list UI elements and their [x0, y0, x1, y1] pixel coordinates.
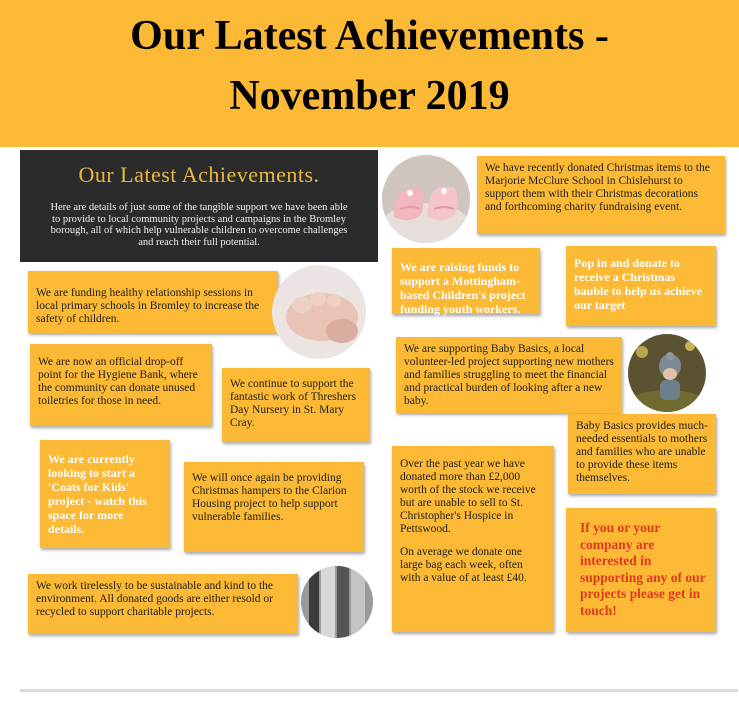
- coats-for-kids-text: We are currently looking to start a 'Coats for Kids' project - watch this space for more details.: [48, 452, 147, 536]
- header-banner: [0, 0, 739, 147]
- baby-basics-essentials-box: [568, 414, 716, 494]
- footer-divider: [20, 689, 738, 692]
- christmas-items-box: [477, 156, 725, 234]
- sustainability-box: [28, 574, 298, 634]
- baby-feet-illustration: [272, 265, 366, 359]
- page-title-line-2: November 2019: [229, 73, 510, 119]
- hygiene-bank-text: We are now an official drop-off point for the Hygiene Bank, where the community can donate unused toiletries for those in need.: [38, 356, 198, 407]
- booties-illustration: [382, 155, 470, 243]
- hygiene-bank-box: [30, 344, 212, 426]
- baby-basics-project-box: [396, 337, 622, 413]
- stock-donations-text-1: Over the past year we have donated more than £2,000 worth of the stock we receive but are unable to sell to St. Christopher's Hospice in Pettswood.: [400, 458, 536, 535]
- intro-panel: [20, 150, 378, 262]
- intro-title: Our Latest Achievements.: [78, 162, 320, 187]
- baby-basics-project-text: We are supporting Baby Basics, a local volunteer-led project supporting new mothers and families struggling to meet the financial and practical burden of looking after a new baby.: [404, 343, 614, 407]
- relationship-sessions-text: We are funding healthy relationship sessions in local primary schools in Bromley to increase the safety of children.: [36, 287, 260, 325]
- knitted-doll-illustration: [628, 334, 706, 412]
- baby-basics-essentials-text: Baby Basics provides much-needed essentials to mothers and families who are unable to provide these items themselves.: [576, 420, 708, 484]
- baby-booties-photo: [382, 155, 470, 243]
- threshers-nursery-text: We continue to support the fantastic work of Threshers Day Nursery in St. Mary Cray.: [230, 378, 356, 429]
- hanging-clothes-illustration: [301, 566, 373, 638]
- christmas-items-text: We have recently donated Christmas items to the Marjorie McClure School in Chislehurst to support them with their Christmas decorations and forthcoming charity fundraising event.: [485, 162, 710, 213]
- baby-feet-photo: [272, 265, 366, 359]
- christmas-bauble-box: [566, 246, 716, 326]
- raising-funds-text: We are raising funds to support a Mottingham-based Children's project funding youth workers.: [400, 260, 526, 316]
- stock-donations-box: [392, 446, 554, 632]
- christmas-hampers-box: [184, 462, 364, 552]
- christmas-bauble-text: Pop in and donate to receive a Christmas bauble to help us achieve our target: [574, 256, 703, 312]
- paragraph-spacer: [400, 536, 546, 546]
- coats-for-kids-box: [40, 440, 170, 548]
- raising-funds-box: [392, 248, 540, 314]
- stock-donations-text-2: On average we donate one large bag each week, often with a value of at least £40.: [400, 546, 527, 584]
- threshers-nursery-box: [222, 368, 370, 442]
- sustainability-text: We work tirelessly to be sustainable and kind to the environment. All donated goods are either resold or recycled to support charitable projects.: [36, 580, 274, 618]
- get-in-touch-box: [566, 508, 716, 632]
- knitted-doll-photo: [628, 334, 706, 412]
- page-title-line-1: Our Latest Achievements -: [130, 13, 609, 59]
- relationship-sessions-box: [28, 271, 278, 333]
- hanging-clothes-photo: [301, 566, 373, 638]
- intro-text: Here are details of just some of the tangible support we have been able to provide to local community projects and campaigns in the Bromley borough, all of which help vulnerable children to overcome challenges and reach their full potential.: [50, 202, 348, 248]
- christmas-hampers-text: We will once again be providing Christmas hampers to the Clarion Housing project to help support vulnerable families.: [192, 472, 347, 523]
- get-in-touch-text: If you or your company are interested in supporting any of our projects please get in touch!: [580, 520, 706, 618]
